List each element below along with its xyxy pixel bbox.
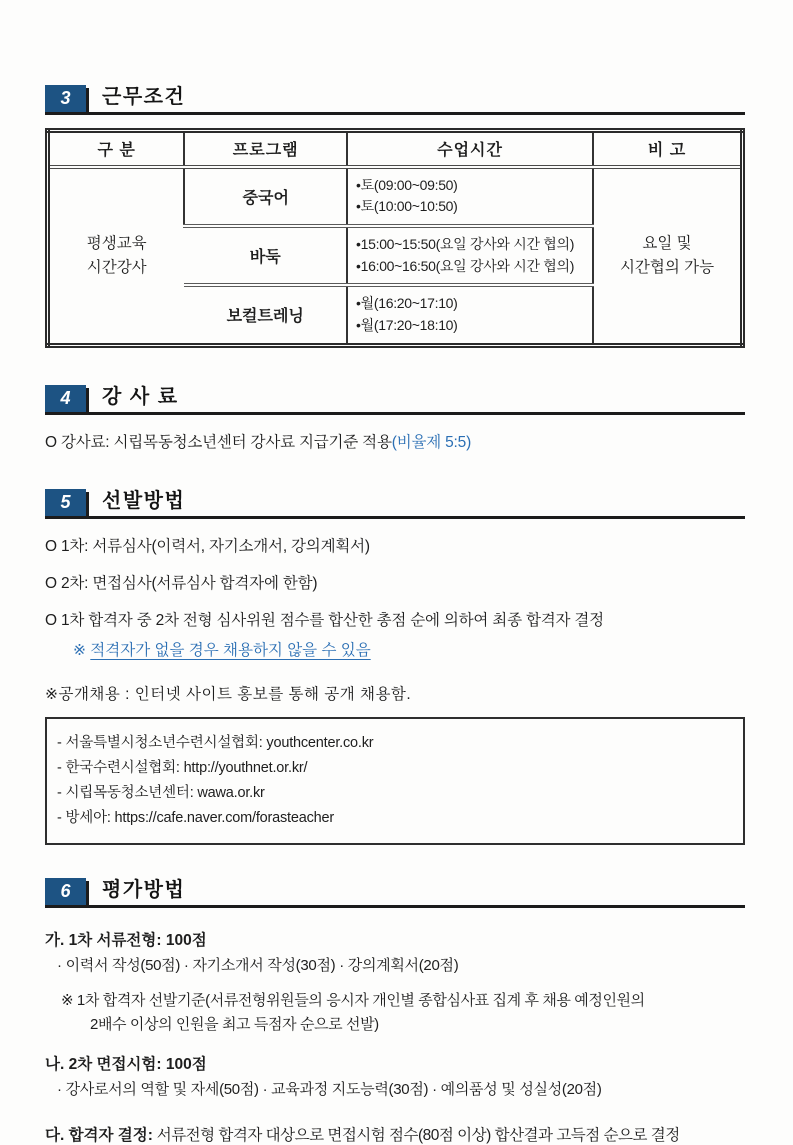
section-5-number-badge: 5 (45, 489, 86, 516)
time-cell-chinese: •토(09:00~09:50) •토(10:00~10:50) (347, 167, 593, 226)
time-cell-baduk: •15:00~15:50(요일 강사와 시간 협의) •16:00~16:50(요일 강사와 시간 협의) (347, 226, 593, 285)
fee-line (45, 430, 745, 452)
round1-heading: 가. 1차 서류전형: 100점 (45, 931, 207, 949)
evaluation-content (45, 928, 745, 1145)
fee-ratio-note: (비율제 5:5) (391, 433, 472, 451)
col-header-class-time: 수업시간 (347, 131, 593, 167)
section-5-header (45, 484, 745, 519)
section-6-header (45, 873, 745, 908)
section-3-number-badge: 3 (45, 85, 86, 112)
program-cell-chinese: 중국어 (184, 167, 347, 226)
program-cell-vocal: 보컬트레닝 (184, 285, 347, 345)
category-cell: 평생교육 시간강사 (86, 235, 147, 276)
recruitment-sites-box (45, 717, 745, 845)
col-header-program: 프로그램 (184, 131, 347, 167)
round2-detail: · 강사로서의 역할 및 자세(50점) · 교육과정 지도능력(30점) · 예의품성 및 성실성(20점) (57, 1080, 602, 1098)
table-header-row (48, 131, 743, 167)
selection-item-round2: O 2차: 면접심사(서류심사 합격자에 한함) (45, 574, 318, 592)
section-4-title: 강 사 료 (102, 385, 179, 408)
selection-note (45, 638, 745, 660)
program-cell-baduk: 바둑 (184, 226, 347, 285)
remarks-cell: 요일 및 시간협의 가능 (593, 167, 742, 346)
section-3-title: 근무조건 (102, 86, 186, 108)
col-header-remarks: 비 고 (593, 131, 742, 167)
working-conditions-table (45, 128, 745, 348)
section-6-number-badge: 6 (45, 878, 86, 905)
round1-note-line1: ※ 1차 합격자 선발기준(서류전형위원들의 응시자 개인별 종합심사표 집계 후 채용 예정인원의 (61, 991, 645, 1009)
final-decision-line (45, 1123, 745, 1145)
site-line-youthnet: - 한국수련시설협회: http://youthnet.or.kr/ (57, 759, 308, 776)
selection-item-final: O 1차 합격자 중 2차 전형 심사위원 점수를 합산한 총점 순에 의하여 최종 합격자 결정 (45, 611, 604, 629)
col-header-category: 구 분 (48, 131, 185, 167)
section-6-title: 평가방법 (102, 878, 186, 901)
section-4-number-badge: 4 (45, 385, 86, 412)
section-4-header (45, 380, 745, 415)
fee-text: O 강사료: 시립목동청소년센터 강사료 지급기준 적용 (45, 433, 392, 451)
section-5-title: 선발방법 (102, 489, 186, 512)
section-3-header (45, 80, 745, 115)
round2-heading: 나. 2차 면접시험: 100점 (45, 1055, 207, 1073)
round1-detail: · 이력서 작성(50점) · 자기소개서 작성(30점) · 강의계획서(20점) (57, 956, 459, 974)
selection-item-round1: O 1차: 서류심사(이력서, 자기소개서, 강의계획서) (45, 537, 370, 555)
round1-note (45, 989, 745, 1034)
round1-note-line2: 2배수 이상의 인원을 최고 득점자 순으로 선발) (90, 1015, 379, 1033)
time-cell-vocal: •월(16:20~17:10) •월(17:20~18:10) (347, 285, 593, 345)
site-line-youthcenter: - 서울특별시청소년수련시설협회: youthcenter.co.kr (57, 734, 374, 751)
site-line-cafe-naver: - 방세아: https://cafe.naver.com/forasteacher (57, 809, 335, 826)
decision-label: 다. 합격자 결정: (45, 1126, 153, 1144)
site-line-wawa: - 시립목동청소년센터: wawa.or.kr (57, 784, 265, 801)
note-marker: ※ (73, 641, 91, 659)
decision-text: 서류전형 합격자 대상으로 면접시험 점수(80점 이상) 합산결과 고득점 순으로 결정 (152, 1126, 680, 1144)
note-text: 적격자가 없을 경우 채용하지 않을 수 있음 (90, 641, 371, 659)
open-recruitment-note: ※공개채용 : 인터넷 사이트 홍보를 통해 공개 채용함. (45, 685, 412, 703)
table-row (48, 167, 743, 226)
